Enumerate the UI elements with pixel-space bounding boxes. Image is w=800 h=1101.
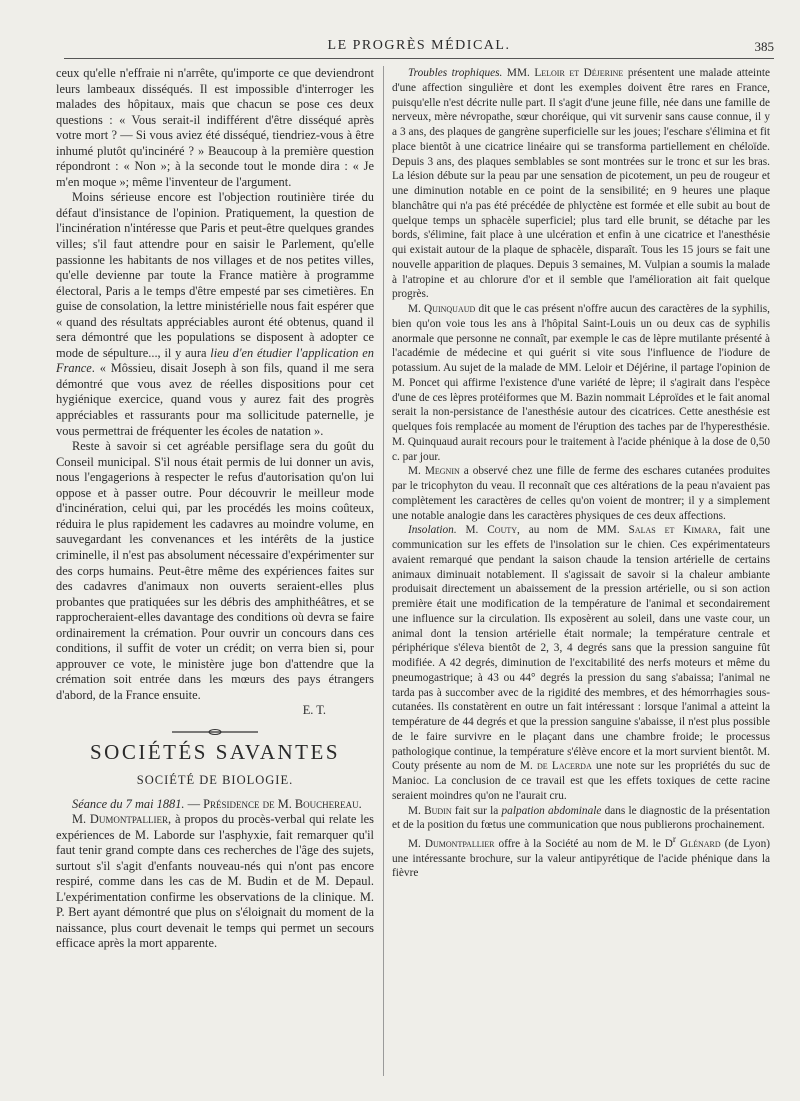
topic-heading: Insolation. (408, 524, 457, 537)
speaker-name: Glénard (676, 837, 721, 850)
page-number: 385 (754, 39, 774, 54)
paragraph: Reste à savoir si cet agréable persiflage sera du goût du Conseil municipal. S'il nous était permis de lui donner un avis, nous l'engagerions à respecter le refus d'autorisation qu'on lui oppose et à passer outre. Pour découvrir le meilleur mode d'incinération, celui qui, par les procédés les moins coûteux, réduira le plus rapidement les cadavres au moindre volume, en sauvegardant les convenances et les intérêts de la justice criminelle, il n'est pas absolument nécessaire d'expérimenter sur des corps humains. Peut-être même des expériences faites sur des cadavres d'animaux non ouverts seraient-elles plus probantes que pratiquées sur les débris des amphithéâtres, et se rapprocheraient-elles davantage des conditions où devra se faire ordinairement la crémation. Pour ouvrir un concours dans ces conditions, il suffit de voter un crédit; on verra bien si, pour approuver ce vote, le ministère juge bon d'attendre que la crémation soit entrée dans les mœurs des pays étrangers d'abord, de la France ensuite. (56, 439, 374, 702)
ornament-divider (56, 725, 374, 733)
journal-title: LE PROGRÈS MÉDICAL. (327, 38, 511, 53)
speaker-name: Leloir et Déjerine (534, 67, 624, 79)
paragraph: ceux qu'elle n'effraie ni n'arrête, qu'importe ce que deviendront leurs lambeaux disséqués. Il est impossible d'interroger les malades des hôpitaux, mais que chacun se pose ces deux questions : « Vous serait-il indifférent d'être disséqué après votre mort ? — Si vous aviez été disséqué, tiendriez-vous à être inhumé plutôt qu'incinéré ? » Beaucoup à la première question répondront : « Non »; à la seconde tout le monde dira : « Je m'en moque »; même l'inventeur de l'argument. (56, 66, 374, 189)
text-run: dans le diagnostic de la présentation et de la position du fœtus une communication que nous publierons prochainement. (392, 804, 771, 832)
ornament-rule-icon (170, 728, 260, 736)
society-title: SOCIÉTÉ DE BIOLOGIE. (136, 772, 294, 787)
speaker-name: Couty (487, 524, 518, 537)
presidence: — Présidence de M. Bouchereau. (184, 796, 362, 811)
paragraph (392, 464, 770, 523)
section-title: SOCIÉTÉS SAVANTES (89, 739, 341, 764)
paragraph (392, 833, 770, 881)
text-run: (de Lyon) une intéressante brochure, sur la valeur antipyrétique de l'acide phénique dans la fièvre (392, 837, 770, 880)
text-run: , fait une communication sur les effets de l'insolation sur le chien. Ces expérimentateurs avaient remarqué que pendant la saison chaude la tension artérielle de certains animaux diminuait notablement. Il s'agissait de savoir si la chaleur ambiante produisait directement un abaissement de la pression artérielle, ou si son action première était une modification de la température de l'animal et secondairement une influence sur la circulation. Ils exposèrent au soleil, dans une vaste cour, un animal dont la tension artérielle était normale; la température centrale et périphérique s'éleva bientôt de 2, 3, 4 degrés sans que la pression sanguine fût modifiée. A 42 degrés, diminution de l'excitabilité des nerfs moteurs et même du pneumogastrique; à 43 ou 44° degrés la pression du sang s'abaissa; l'animal ne tarda pas à succomber avec de la rigidité des membres, et des hémorrhagies sous-cutanées. Ils constatèrent en outre un fait intéressant : lorsque l'animal a atteint la température de 44 degrés et que la pression sanguine s'abaisse, il n'est plus possible de le faire survivre en le plaçant dans une chambre froide; le processus pathologique continue, la température s'élève encore et la mort survient bientôt. M. Couty présente au nom de M. (392, 524, 770, 773)
seance-date: Séance du 7 mai 1881. (72, 796, 185, 811)
speaker-name: M. Budin (408, 804, 452, 817)
seance-line (56, 797, 374, 813)
italic-text: lieu d'en étudier l'application en France (56, 345, 374, 376)
text-run: M. (456, 524, 488, 537)
topic-heading: Troubles trophiques. (408, 67, 503, 79)
paragraph (392, 302, 770, 464)
speaker-name: M. Megnin (408, 465, 460, 478)
text-run: , à propos du procès-verbal qui relate les expériences de M. Laborde sur l'asphyxie, fait remarquer qu'il faut tenir grand compte dans ces recherches de l'âge des sujets, surtout s'il s'agit d'enfants nouveau-nés qui n'ont pas encore respiré, comme dans les cas de M. Budin et de M. Depaul. L'expérimentation confirme les observations de la clinique. M. P. Bert ayant démontré que plus on s'éloignait du moment de la naissance, plus court devenait le temps qui permet un secours efficace après la mort apparente. (56, 812, 374, 951)
text-run: offre à la Société au nom de M. le D (494, 837, 673, 850)
paragraph (56, 812, 374, 952)
column-divider (383, 66, 384, 1076)
text-run: Moins sérieuse encore est l'objection routinière tirée du défaut d'insistance de l'opinion. Pratiquement, la question de l'incinération n'intéresse que Paris et peut-être quelques grandes villes; s'il faut attendre pour en saisir le Parlement, qu'elle passionne les habitants de nos villages et de nos petites villes, qu'elle devienne par toute la France matière à programme électoral, Paris a le temps d'être empesté par ses cimetières. En guise de consolation, la lettre ministérielle nous fait espérer que « quand des résultats appréciables auront été obtenus, quand il sera démontré que les populations se disposent à adopter ce mode de sépulture..., il y aura (56, 190, 374, 360)
left-column (56, 66, 374, 952)
text-run: une note sur les propriétés du suc de Manioc. La conclusion de ce travail est que les effets toxiques de cette racine seraient moindres qu'on ne l'aurait cru. (392, 760, 770, 802)
speaker-name: Salas et Kimara (628, 524, 719, 537)
signature: E. T. (302, 703, 326, 718)
page-header (64, 36, 774, 59)
italic-text: palpation abdominale (501, 804, 602, 817)
superscript: r (672, 835, 677, 845)
paragraph (392, 66, 770, 302)
paragraph (56, 190, 374, 439)
text-run: . « Môssieu, disait Joseph à son fils, quand il me sera démontré que vous avez de réelles dispositions pour cet hygiénique exercice, quand vous y aurez fait des progrès appréciables et rassurants pour ma sollicitude paternelle, je vous permettrai de fréquenter les écoles de natation ». (56, 361, 374, 438)
paragraph (392, 523, 770, 803)
speaker-name: de Lacerda (537, 760, 592, 773)
speaker-name: M. Quinquaud (408, 303, 476, 315)
speaker-name: M. Dumontpallier (72, 812, 169, 827)
text-run: , au nom de MM. (517, 524, 629, 537)
paragraph (392, 804, 770, 834)
text-run: a observé chez une fille de ferme des eschares cutanées produites par le tricophyton du veau. Il reconnaît que ces altérations de la peau n'avaient pas complètement les caractères de celles qu'on voient de montrer; il y a simplement une notable analogie dans les caractères physiques de ces deux affections. (392, 465, 770, 522)
text-run: fait sur la (451, 804, 502, 817)
right-column (392, 66, 770, 881)
speaker-name: M. Dumontpallier (408, 837, 495, 850)
text-run: dit que le cas présent n'offre aucun des caractères de la syphilis, bien qu'on voie tous les ans à l'hôpital Saint-Louis un ou deux cas de syphilis anormale que personne ne connaît, par exemple le cas de lèpre mutilante présenté à l'académie de médecine et qui guérit si vite sous l'influence de l'iodure de potassium. Au sujet de la malade de MM. Leloir et Déjérine, il partage l'opinion de M. Poncet qui affirme l'existence d'une variété de lèpre; il s'agirait dans l'espèce d'une de ces lèpres protéiformes que M. Bazin nommait Léproïdes et le fait anomal serait la non-persistance de l'anesthésie autour des cicatrices. Cette anesthésie est quelques fois remplacée au moment de l'éruption des taches par de l'hyperesthésie. M. Quinquaud aurait recours pour le traitement à l'acide phénique à la dose de 0,50 c. par jour. (392, 303, 770, 463)
text-run: présentent une malade atteinte d'une affection singulière et dont les exemples doivent être rares en France, puisqu'elle n'est décrite nulle part. Il s'agit d'une jeune fille, née dans une famille de nerveux, mère névropathe, sœur choréique, qui vit survenir sans cause connue, il y a 3 ans, des plaques de gangrène superficielle sur les joues; l'eschare s'élimina et fit place bientôt à une cicatrice linéaire qui se transforma partiellement en chéloïde. Depuis 3 ans, des plaques semblables se sont montrées sur le tronc et sur les bras. La lésion débute sur la peau par une sensation de picotement, un peu de rougeur et une diminution notable en ce point de la sensibilité; en 9 heures une plaque blanchâtre qui n'a pas été précédée de phlyctène est formée et elle subit au bout de quelque temps un sphacèle superficiel; plus tard elle brunit, se détache par les bords, s'élimine, fait place à une ulcération et enfin à une cicatrice et l'anesthésie qui existait autour de la plaque de sphacèle, disparaît. Tous les 15 jours se fait une nouvelle apparition de plaques. Depuis 3 semaines, M. Vulpian a soumis la malade à l'atropine et au chlorure d'or et il semble que l'amélioration ait fait quelque progrès. (392, 67, 770, 301)
text-run: MM. (502, 67, 535, 79)
